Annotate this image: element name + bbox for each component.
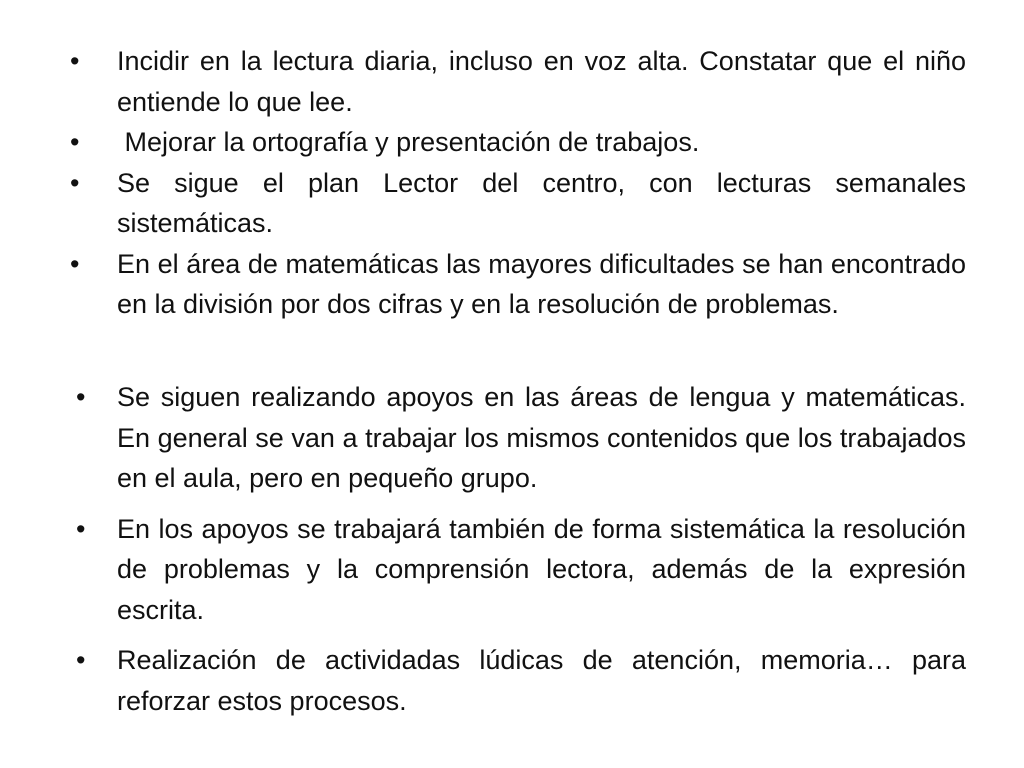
list-item — [70, 244, 966, 325]
bullet-list-lower — [70, 377, 966, 721]
bullet-icon: • — [76, 382, 86, 412]
list-item — [70, 640, 966, 721]
list-item-text: Se siguen realizando apoyos en las áreas de lengua y matemáticas. En general se van a trabajar los mismos contenidos que los trabajados en el aula, pero en pequeño grupo. — [117, 382, 966, 493]
list-item — [70, 41, 966, 122]
list-item — [70, 377, 966, 499]
bullet-icon: • — [76, 513, 86, 544]
list-item-text: En el área de matemáticas las mayores dificultades se han encontrado en la división por dos cifras y en la resolución de problemas. — [117, 248, 966, 319]
list-item — [70, 509, 966, 631]
bullet-icon: • — [70, 127, 80, 157]
list-item-text: Se sigue el plan Lector del centro, con lecturas semanales sistemáticas. — [117, 167, 966, 238]
bullet-list-upper — [70, 41, 966, 325]
list-item-text: Incidir en la lectura diaria, incluso en voz alta. Constatar que el niño entiende lo que lee. — [117, 46, 966, 117]
list-item — [70, 122, 966, 163]
list-item-text: Realización de actividadas lúdicas de atención, memoria… para reforzar estos procesos. — [117, 645, 966, 716]
bullet-icon: • — [70, 248, 80, 279]
bullet-icon: • — [76, 645, 86, 675]
list-item — [70, 163, 966, 244]
bullet-icon: • — [70, 167, 80, 198]
bullet-icon: • — [70, 46, 80, 76]
list-item-text: En los apoyos se trabajará también de forma sistemática la resolución de problemas y la comprensión lectora, además de la expresión escrita. — [117, 513, 966, 625]
list-item-text: Mejorar la ortografía y presentación de trabajos. — [117, 127, 700, 157]
